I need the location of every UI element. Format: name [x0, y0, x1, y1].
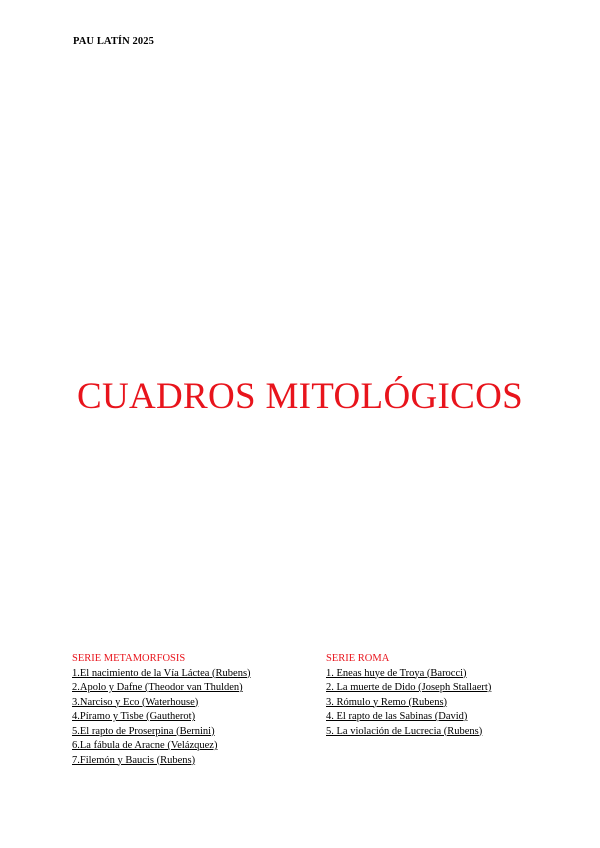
document-title: CUADROS MITOLÓGICOS [77, 375, 523, 417]
link-metamorfosis-5[interactable]: 5.El rapto de Proserpina (Bernini) [72, 725, 215, 737]
link-metamorfosis-2[interactable]: 2.Apolo y Dafne (Theodor van Thulden) [72, 682, 243, 693]
list-item [72, 739, 251, 754]
series-roma [326, 652, 491, 739]
link-roma-1[interactable]: 1. Eneas huye de Troya (Barocci) [326, 667, 467, 679]
link-metamorfosis-3[interactable]: 3.Narciso y Eco (Waterhouse) [72, 696, 199, 708]
series-roma-list [326, 667, 491, 740]
link-roma-3[interactable]: 3. Rómulo y Remo (Rubens) [326, 696, 448, 708]
link-roma-5[interactable]: 5. La violación de Lucrecia (Rubens) [326, 725, 483, 737]
list-item [72, 681, 251, 696]
list-item [326, 681, 491, 696]
list-item [72, 667, 251, 682]
list-item [326, 725, 491, 740]
link-roma-4[interactable]: 4. El rapto de las Sabinas (David) [326, 711, 468, 722]
series-metamorfosis-heading: SERIE METAMORFOSIS [72, 653, 186, 664]
link-metamorfosis-6[interactable]: 6.La fábula de Aracne (Velázquez) [72, 740, 218, 751]
list-item [72, 754, 251, 769]
series-metamorfosis [72, 652, 251, 768]
list-item [326, 710, 491, 725]
link-metamorfosis-7[interactable]: 7.Filemón y Baucis (Rubens) [72, 754, 196, 766]
series-metamorfosis-list [72, 667, 251, 769]
list-item [326, 696, 491, 711]
series-roma-heading: SERIE ROMA [326, 653, 390, 664]
list-item [72, 696, 251, 711]
list-item [72, 710, 251, 725]
link-metamorfosis-4[interactable]: 4.Píramo y Tisbe (Gautherot) [72, 711, 196, 722]
list-item [326, 667, 491, 682]
link-roma-2[interactable]: 2. La muerte de Dido (Joseph Stallaert) [326, 682, 492, 693]
list-item [72, 725, 251, 740]
link-metamorfosis-1[interactable]: 1.El nacimiento de la Vía Láctea (Rubens) [72, 667, 251, 679]
page-header: PAU LATÍN 2025 [73, 36, 154, 47]
